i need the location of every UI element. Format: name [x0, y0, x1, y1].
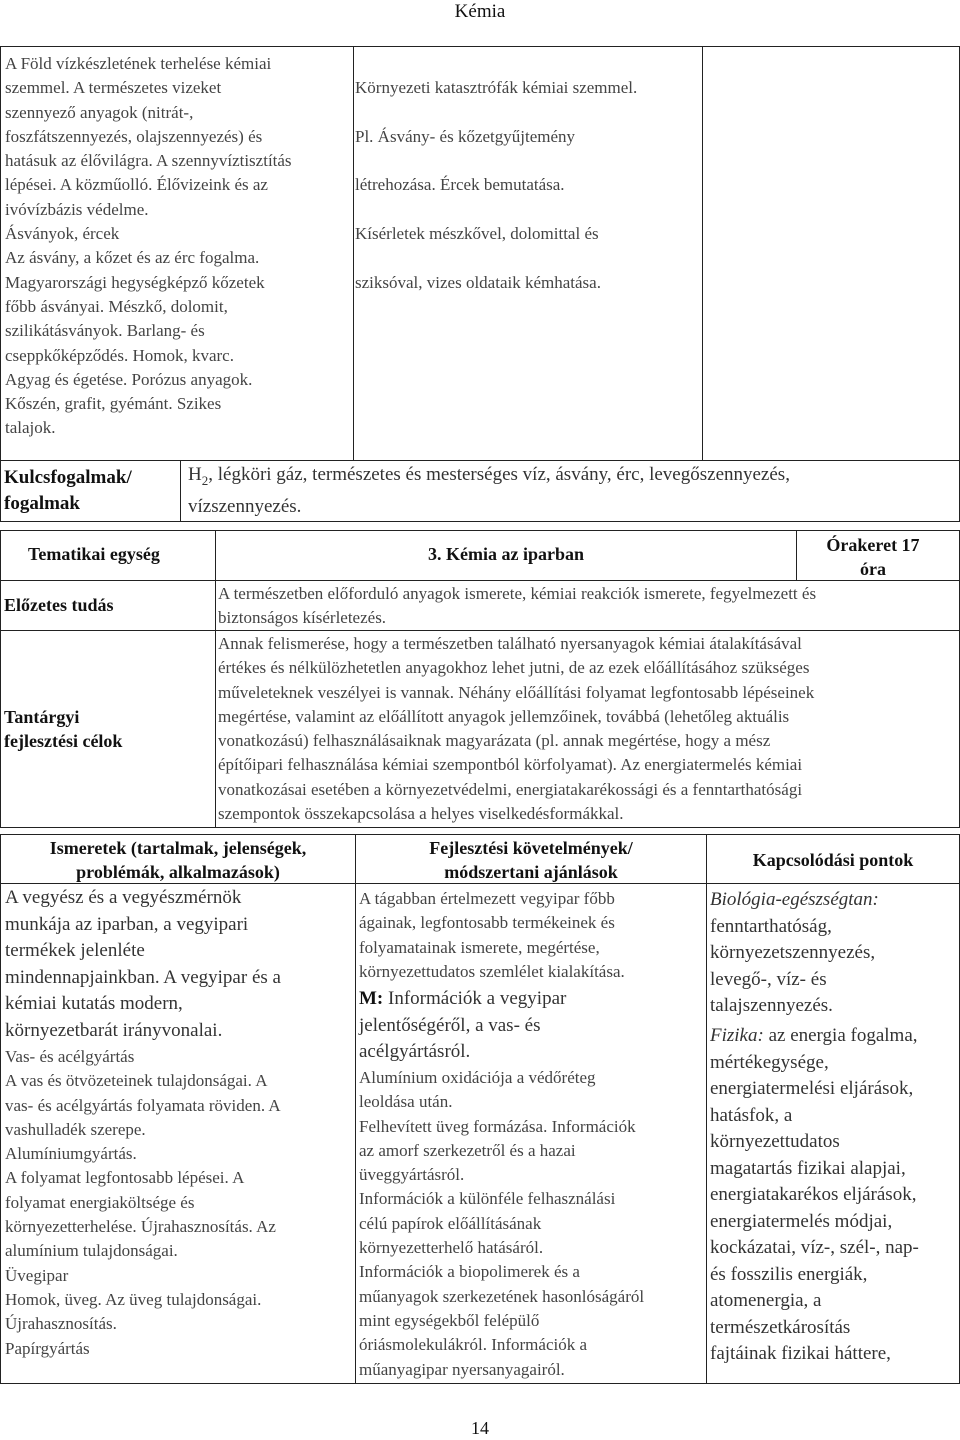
column-header-content: Ismeretek (tartalmak, jelenségek, problémák, alkalmazások) [49, 838, 307, 882]
key-concepts-rest: , légköri gáz, természetes és mesterséges víz, ásvány, érc, levegőszennyezés, vízszennyezés. [188, 464, 790, 518]
requirements-intro-text: A tágabban értelmezett vegyipar főbb ágainak, legfontosabb termékeinek és folyamatainak ismerete, megértése, környezettudatos szemlélet kialakítása. [359, 889, 625, 981]
column-header-requirements: Fejlesztési követelmények/ módszertani ajánlások [429, 838, 633, 882]
column-divider [796, 530, 797, 580]
physics-text: az energia fogalma, mértékegysége, energiatermelési eljárások, hatásfok, a környezettudatos magatartás fizikai alapjai, energiatakarékos eljárások, energiatermelés módjai, kockázatai, víz-, szél-, nap- és fosszilis energiák, atomenergia, a természetkárosítás fajtáinak fizikai háttere, [710, 1025, 919, 1364]
prev-activity-line: Pl. Ásvány- és kőzetgyűjtemény [355, 126, 576, 146]
unit-table-left-border [0, 530, 1, 828]
column-divider [180, 460, 181, 522]
column-divider [706, 834, 707, 1384]
methods-text: Információk a vegyipar jelentőségéről, a vas- és acélgyártásról. [359, 988, 567, 1062]
key-concepts-label: Kulcsfogalmak/ fogalmak [4, 467, 132, 514]
page-header-subject: Kémia [454, 1, 506, 22]
table-bottom-border [0, 521, 960, 522]
content-intro-text: A vegyész és a vegyészmérnök munkája az iparban, a vegyipari termékek jelenléte mindennapjainkban. A vegyipar és a kémiai kutatás modern, környezetbarát irányvonalai. [5, 887, 281, 1041]
column-divider [355, 834, 356, 1384]
biology-label: Biológia-egészségtan: [710, 889, 879, 910]
unit-table-top-border [0, 530, 960, 531]
unit-label: Tematikai egység [28, 544, 160, 564]
requirements-details-text: Alumínium oxidációja a védőréteg leoldása után. Felhevített üveg formázása. Információk az amorf szerkezetről és a hazai üveggyártásról. Információk a különféle felhasználási célú papírok előállításának környezetterhelő hatásáról. Információk a biopolimerek és a műanyagok szerkezetének hasonlóságáról mint egységekből felépülő óriásmolekulákról. Információk a műanyagipar nyersanyagairól. [359, 1068, 645, 1379]
prior-knowledge-label: Előzetes tudás [4, 595, 114, 615]
development-goals-label: Tantárgyi fejlesztési célok [4, 707, 123, 751]
table-left-border [0, 46, 1, 522]
prev-activity-line: Környezeti katasztrófák kémiai szemmel. [355, 78, 638, 98]
prev-activity-line: sziksóval, vizes oldataik kémhatása. [355, 272, 601, 292]
connections-biology [710, 887, 958, 1020]
table-top-border [0, 46, 960, 47]
row-divider [0, 460, 960, 461]
prev-activity-line: létrehozása. Ércek bemutatása. [355, 175, 565, 195]
key-concepts-text [188, 462, 956, 521]
requirements-methods [359, 986, 704, 1066]
connections-physics [710, 1023, 958, 1368]
unit-table-bottom-border [0, 827, 960, 828]
content-table-bottom-border [0, 1383, 960, 1384]
hours-label: Órakeret 17 óra [826, 535, 920, 579]
prev-activity-line: Kísérletek mészkővel, dolomittal és [355, 224, 599, 244]
physics-label: Fizika: [710, 1025, 764, 1046]
prior-knowledge-text: A természetben előforduló anyagok ismerete, kémiai reakciók ismerete, fegyelmezett és biztonságos kísérletezés. [218, 584, 817, 628]
development-goals-text: Annak felismerése, hogy a természetben található nyersanyagok kémiai átalakításával értékes és nélkülözhetetlen anyagokhoz lehet jutni, de az ezek előállításához szükséges műveleteknek veszélyei is vannak. Néhány előállítási folyamat legfontosabb lépéseinek megértése, valamint az előállított anyagok jellemzőinek, továbbá (lehetőleg aktuális vonatkozású) felhasználásaiknak magyarázata (pl. annak megértése, hogy a mész építőipari felhasználása kémiai szempontból körfolyamat). Az energiatermelés kémiai vonatkozásai esetében a környezetvédelmi, energiatakarékossági és a fenntarthatósági szempontok összekapcsolása a helyes viselkedésformákkal. [218, 634, 815, 824]
unit-title: 3. Kémia az iparban [428, 544, 584, 564]
prev-activities [355, 52, 703, 319]
column-header-connections: Kapcsolódási pontok [752, 850, 914, 870]
key-concepts-sub: 2 [201, 472, 209, 488]
content-topics-text: Vas- és acélgyártás A vas és ötvözeteinek tulajdonságai. A vas- és acélgyártás folyamata röviden. A vashulladék szerepe. Alumíniumgyártás. A folyamat legfontosabb lépései. A folyamat energiaköltsége és környezetterhelése. Újrahasznosítás. Az alumínium tulajdonságai. Üvegipar Homok, üveg. Az üveg tulajdonságai. Újrahasznosítás. Papírgyártás [5, 1047, 281, 1358]
methods-label: M: [359, 988, 384, 1009]
page-number: 14 [471, 1418, 489, 1438]
key-concepts-h: H [188, 464, 202, 485]
content-table-top-border [0, 834, 960, 835]
column-divider [215, 530, 216, 828]
content-table-left-border [0, 834, 1, 1384]
biology-text: fenntarthatóság, környezetszennyezés, levegő-, víz- és talajszennyezés. [710, 915, 876, 1016]
prev-content-text: A Föld vízkészletének terhelése kémiai szemmel. A természetes vizeket szennyező anyagok (nitrát-, foszfátszennyezés, olajszennyezés) és hatásuk az élővilágra. A szennyvíztisztítás lépései. A közműolló. Élővizeink és az ivóvízbázis védelme. Ásványok, ércek Az ásvány, a kőzet és az érc fogalma. Magyarországi hegységképző kőzetek főbb ásványai. Mészkő, dolomit, szilikátásványok. Barlang- és cseppkőképződés. Homok, kvarc. Agyag és égetése. Porózus anyagok. Kőszén, grafit, gyémánt. Szikes talajok. [5, 54, 292, 438]
